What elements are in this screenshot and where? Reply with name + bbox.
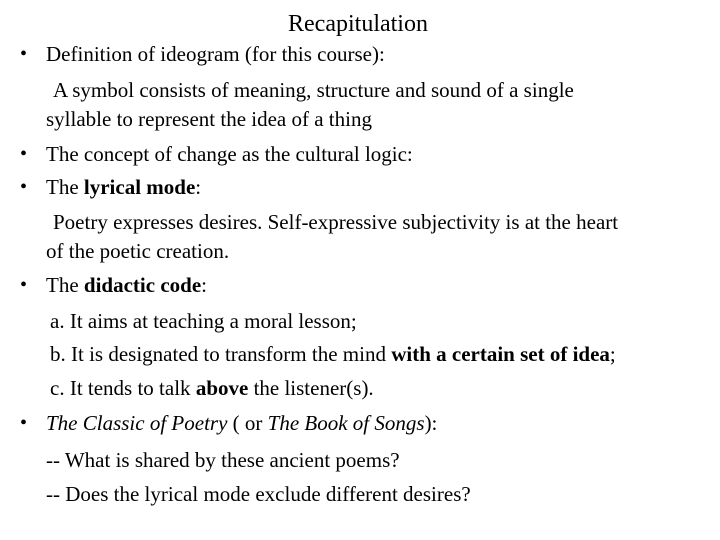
question-1: -- What is shared by these ancient poems? [46,448,400,472]
didactic-item-b: b. It is designated to transform the mind with a certain set of idea; [50,342,616,366]
lyrical-mode-line-1: Poetry expresses desires. Self-expressive subjectivity is at the heart [53,210,619,234]
bullet-icon: • [20,412,28,434]
definition-line-2: syllable to represent the idea of a thing [46,107,372,131]
lyrical-mode-term: lyrical mode [83,175,196,199]
bullet-didactic-code: The didactic code: [46,273,207,297]
didactic-code-term: didactic code [83,273,202,297]
bullet-icon: • [20,274,28,296]
bullet-classic-of-poetry: The Classic of Poetry ( or The Book of Songs): [46,411,438,435]
bullet-icon: • [20,43,28,65]
bullet-definition-ideogram: Definition of ideogram (for this course): [46,42,385,66]
didactic-item-a: a. It aims at teaching a moral lesson; [50,309,357,333]
slide-title: Recapitulation [288,11,428,37]
bullet-icon: • [20,143,28,165]
bullet-icon: • [20,176,28,198]
question-2: -- Does the lyrical mode exclude different desires? [46,482,471,506]
definition-line-1: A symbol consists of meaning, structure and sound of a single [53,78,574,102]
lyrical-mode-line-2: of the poetic creation. [46,239,230,263]
bullet-concept-of-change: The concept of change as the cultural logic: [46,142,413,166]
didactic-item-c: c. It tends to talk above the listener(s). [50,376,374,400]
bullet-lyrical-mode: The lyrical mode: [46,175,202,199]
